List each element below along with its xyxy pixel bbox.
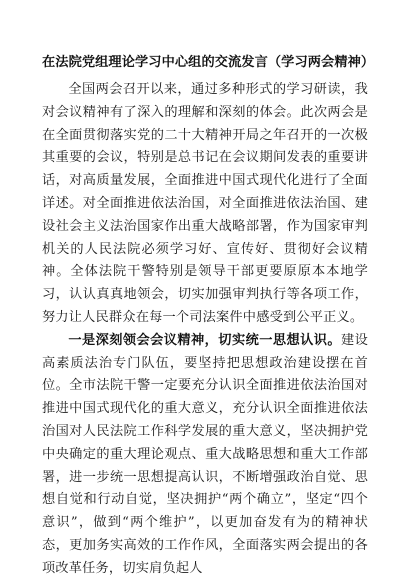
paragraph-intro xyxy=(42,79,368,330)
paragraph-intro-text: 全国两会召开以来，通过多种形式的学习研读，我对会议精神有了深入的理解和深刻的体会。此次两会是在全面贯彻落实党的二十大精神开局之年召开的一次极其重要的会议，特别是总书记在会议期间发表的重要讲话，对高质量发展，全面推进中国式现代化进行了全面详述。对全面推进依法治国，对全面推进依法治国、建设社会主义法治国家作出重大战略部署，作为国家审判机关的人民法院必须学习好、宣传好、贯彻好会议精神。全体法院干警特别是领导干部更要原原本本地学习，认认真真地领会，切实加强审判执行等各项工作，努力让人民群众在每一个司法案件中感受到公平正义。 xyxy=(42,82,368,325)
document-title: 在法院党组理论学习中心组的交流发言（学习两会精神） xyxy=(42,55,375,70)
paragraph-point-one xyxy=(42,330,368,581)
paragraph-point-one-text: 建设高素质法治专门队伍，要坚持把思想政治建设摆在首位。全市法院干警一定要充分认识全面推进依法治国对推进中国式现代化的重大意义，充分认识全面推进依法治国对人民法院工作科学发展的重大意义，坚决拥护党中央确定的重大理论观点、重大战略思想和重大工作部署，进一步统一思想提高认识，不断增强政治自觉、思想自觉和行动自觉，坚决拥护“两个确立”，坚定“四个意识”，做到“两个维护”，以更加奋发有为的精神状态，更加务实高效的工作作风，全面落实两会提出的各项改革任务，切实肩负起人 xyxy=(42,332,369,576)
paragraph-point-one-heading: 一是深刻领会会议精神，切实统一思想认识。 xyxy=(68,332,341,348)
